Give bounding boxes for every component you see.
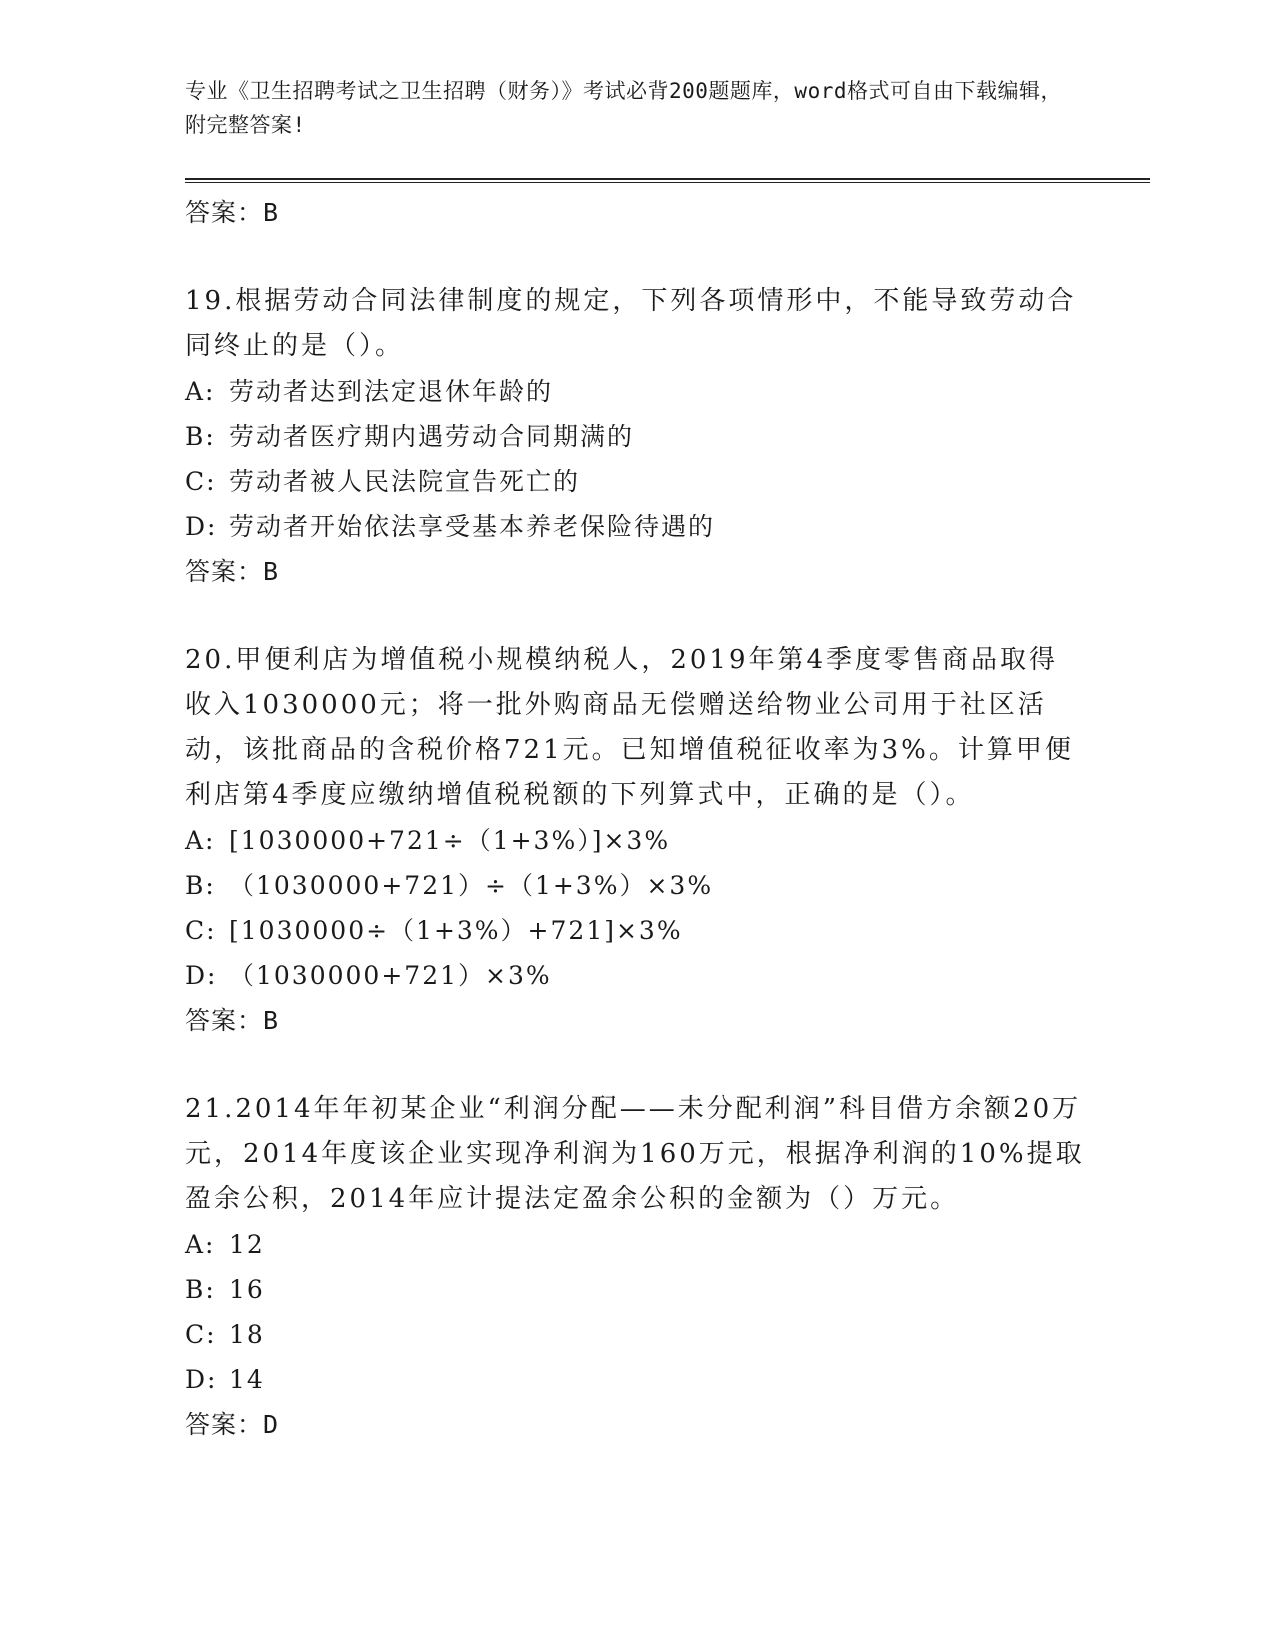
option-letter: B: [185, 422, 216, 451]
answer-line: 答案：B [185, 1006, 280, 1035]
answer-line: 答案：B [185, 198, 280, 227]
option-list [185, 1222, 1085, 1402]
option-text: 劳动者医疗期内遇劳动合同期满的 [229, 422, 635, 451]
option-b [185, 414, 1085, 459]
option-b [185, 1267, 1085, 1312]
option-list [185, 369, 1085, 549]
option-letter: B: [185, 1275, 216, 1304]
question-stem: 19.根据劳动合同法律制度的规定，下列各项情形中，不能导致劳动合同终止的是（）。 [185, 286, 1077, 361]
question-20 [185, 638, 1085, 1043]
option-a [185, 818, 1085, 863]
option-a [185, 369, 1085, 414]
option-text: （1030000+721）×3% [229, 961, 552, 990]
header-rule-thin [185, 182, 1150, 183]
option-text: （1030000+721）÷（1+3%）×3% [229, 871, 714, 900]
option-c [185, 459, 1085, 504]
question-stem: 20.甲便利店为增值税小规模纳税人，2019年第4季度零售商品取得收入1030000元；将一批外购商品无偿赠送给物业公司用于社区活动，该批商品的含税价格721元。已知增值税征收率为3%。计算甲便利店第4季度应缴纳增值税税额的下列算式中，正确的是（）。 [185, 645, 1074, 810]
option-a [185, 1222, 1085, 1267]
option-b [185, 863, 1085, 908]
option-letter: A: [185, 826, 216, 855]
option-d [185, 1357, 1085, 1402]
option-letter: C: [185, 1320, 217, 1349]
question-19 [185, 279, 1085, 594]
document-body [185, 190, 1085, 1447]
option-letter: D: [185, 512, 218, 541]
option-text: 18 [229, 1320, 265, 1349]
question-stem: 21.2014年年初某企业“利润分配——未分配利润”科目借方余额20万元，2014年度该企业实现净利润为160万元，根据净利润的10%提取盈余公积，2014年应计提法定盈余公积的金额为（）万元。 [185, 1094, 1085, 1214]
option-text: 劳动者开始依法享受基本养老保险待遇的 [229, 512, 716, 541]
page-header: 专业《卫生招聘考试之卫生招聘（财务）》考试必背200题题库，word格式可自由下载编辑，附完整答案! [185, 79, 1062, 137]
answer-line: 答案：D [185, 1410, 280, 1439]
option-text: [1030000+721÷（1+3%）]×3% [229, 826, 671, 855]
question-21 [185, 1087, 1085, 1447]
option-letter: A: [185, 377, 216, 406]
option-letter: A: [185, 1230, 216, 1259]
answer-line: 答案：B [185, 557, 280, 586]
option-d [185, 953, 1085, 998]
option-c [185, 1312, 1085, 1357]
option-letter: D: [185, 1365, 218, 1394]
option-letter: C: [185, 916, 217, 945]
option-list [185, 818, 1085, 998]
option-text: 12 [229, 1230, 265, 1259]
option-text: 16 [229, 1275, 265, 1304]
option-letter: D: [185, 961, 218, 990]
option-c [185, 908, 1085, 953]
option-letter: B: [185, 871, 216, 900]
option-text: 14 [229, 1365, 265, 1394]
option-text: [1030000÷（1+3%）+721]×3% [229, 916, 683, 945]
option-letter: C: [185, 467, 217, 496]
header-rule-thick [185, 178, 1150, 180]
option-text: 劳动者被人民法院宣告死亡的 [229, 467, 581, 496]
option-text: 劳动者达到法定退休年龄的 [229, 377, 554, 406]
option-d [185, 504, 1085, 549]
